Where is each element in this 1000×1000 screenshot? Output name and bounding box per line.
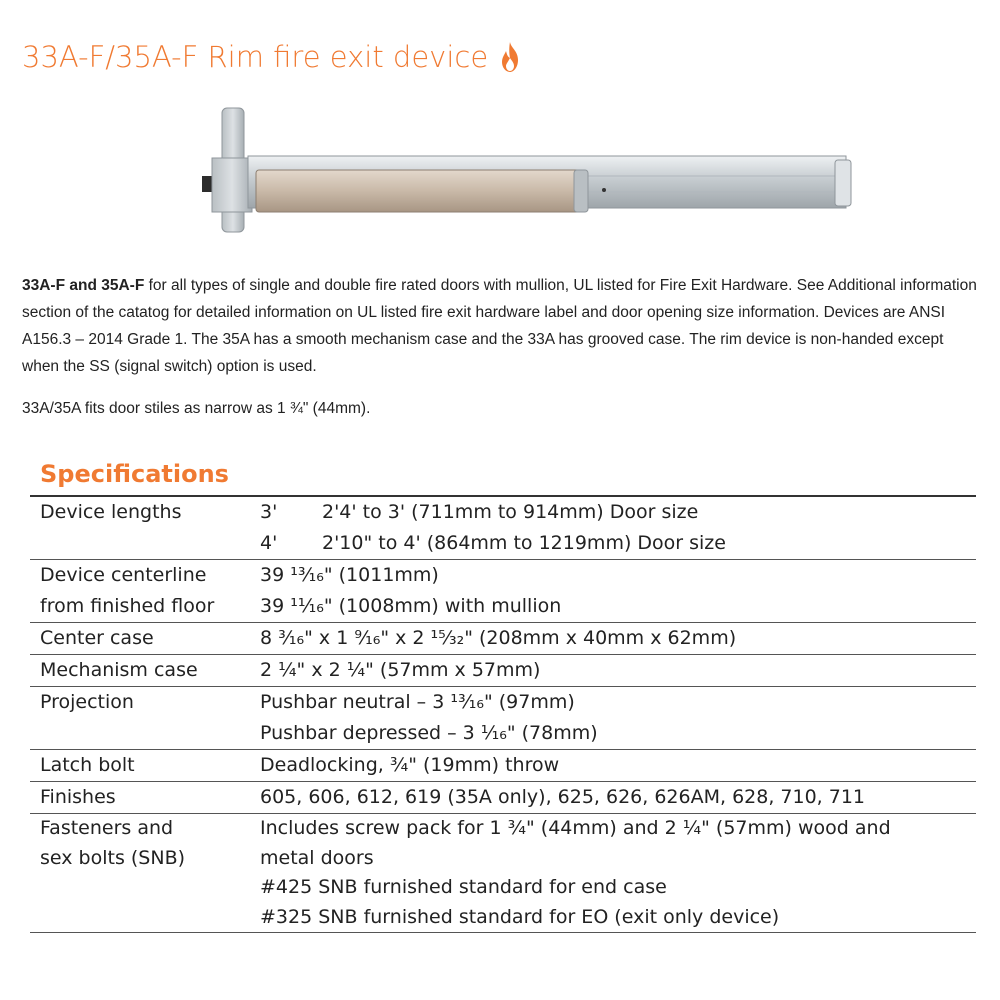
spec-label: Device lengths: [40, 501, 182, 523]
door-size-range: 2'4' to 3' (711mm to 914mm) Door size: [322, 501, 699, 523]
spec-row-latch-bolt: [30, 750, 976, 782]
page-title: [22, 40, 524, 74]
exit-device-image: [190, 100, 860, 240]
spec-value: #425 SNB furnished standard for end case: [260, 876, 667, 898]
spec-value: 605, 606, 612, 619 (35A only), 625, 626, 626AM, 628, 710, 711: [260, 786, 866, 808]
spec-value: Pushbar neutral – 3 ¹³⁄₁₆" (97mm): [260, 691, 575, 713]
spec-row-centerline: [30, 560, 976, 623]
stile-note: 33A/35A fits door stiles as narrow as 1 ¾" (44mm).: [22, 400, 371, 417]
spec-value: 39 ¹¹⁄₁₆" (1008mm) with mullion: [260, 595, 562, 617]
spec-label: Latch bolt: [40, 754, 135, 776]
title-text: 33A-F/35A-F Rim fire exit device: [22, 40, 489, 74]
spec-row-finishes: [30, 782, 976, 814]
spec-label: Device centerline: [40, 564, 207, 586]
spec-row-projection: [30, 687, 976, 750]
spec-value: 39 ¹³⁄₁₆" (1011mm): [260, 564, 439, 586]
spec-value: 2 ¹⁄₄" x 2 ¹⁄₄" (57mm x 57mm): [260, 659, 541, 681]
spec-label: from finished floor: [40, 595, 215, 617]
spec-value: Includes screw pack for 1 ³⁄₄" (44mm) and 2 ¹⁄₄" (57mm) wood and: [260, 817, 891, 839]
door-size-range: 2'10" to 4' (864mm to 1219mm) Door size: [322, 532, 726, 554]
specifications-table: [30, 495, 976, 933]
spec-row-device-lengths: [30, 497, 976, 560]
spec-label: Center case: [40, 627, 154, 649]
spec-value: Deadlocking, ³⁄₄" (19mm) throw: [260, 754, 560, 776]
flame-icon: [496, 40, 524, 74]
spec-label: Finishes: [40, 786, 116, 808]
spec-label: Fasteners and: [40, 817, 174, 839]
spec-value: 8 ³⁄₁₆" x 1 ⁹⁄₁₆" x 2 ¹⁵⁄₃₂" (208mm x 40mm x 62mm): [260, 627, 737, 649]
spec-value: [260, 497, 976, 528]
spec-label: Mechanism case: [40, 659, 198, 681]
spec-value: [260, 528, 976, 559]
specifications-heading: Specifications: [40, 460, 229, 488]
description-lead: 33A-F and 35A-F: [22, 277, 145, 294]
spec-label: Projection: [40, 691, 134, 713]
spec-value: #325 SNB furnished standard for EO (exit only device): [260, 905, 780, 928]
spec-value: metal doors: [260, 846, 374, 869]
spec-value: Pushbar depressed – 3 ¹⁄₁₆" (78mm): [260, 722, 598, 744]
description-text: for all types of single and double fire rated doors with mullion, UL listed for Fire Exit Hardware. See Additional information section of the catatog for detailed information on UL listed fire exit hardware label and door opening size information. Devices are ANSI A156.3 – 2014 Grade 1. The 35A has a smooth mechanism case and the 33A has grooved case. The rim device is non-handed except when the SS (signal switch) option is used.: [22, 277, 977, 375]
spec-label: sex bolts (SNB): [40, 846, 186, 869]
spec-row-center-case: [30, 623, 976, 655]
description: [22, 272, 982, 380]
length-value: 3': [260, 501, 278, 523]
spec-row-fasteners: [30, 814, 976, 933]
spec-row-mechanism-case: [30, 655, 976, 687]
length-value: 4': [260, 532, 278, 554]
